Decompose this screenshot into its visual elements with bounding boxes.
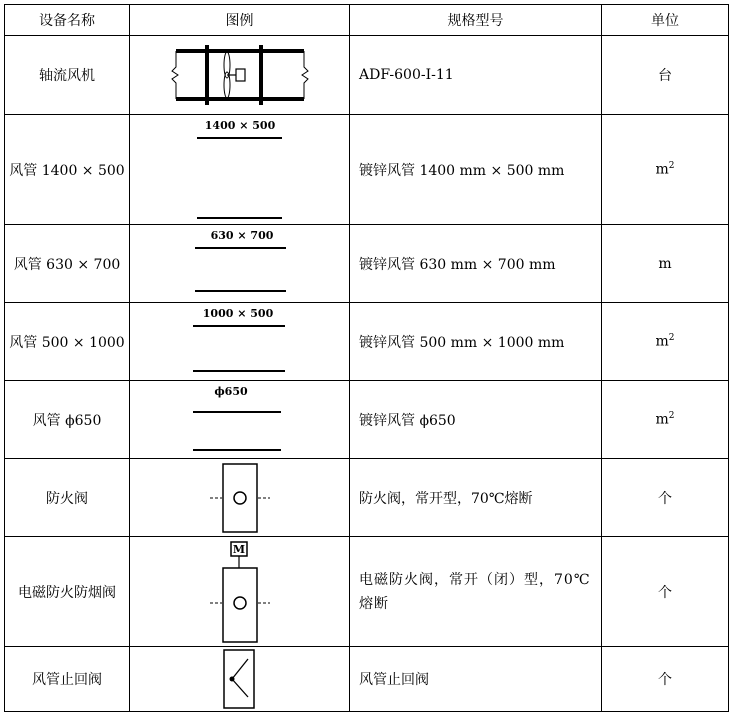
duct-size-label: 1000 × 500 <box>202 306 274 320</box>
row-name: 轴流风机 <box>5 36 130 115</box>
row-spec-text: 电磁防火阀，常开（闭）型，70℃熔断 <box>359 571 591 612</box>
row-spec: 镀锌风管 500 mm × 1000 mm <box>350 303 602 381</box>
header-unit: 单位 <box>602 5 729 36</box>
row-name: 风管 1400 × 500 <box>5 115 130 225</box>
row-unit <box>602 115 729 225</box>
table-row <box>5 537 729 647</box>
table-row <box>5 381 729 459</box>
row-legend <box>130 115 350 225</box>
row-unit: 个 <box>602 537 729 647</box>
duct-size-label: ϕ650 <box>214 384 248 398</box>
row-legend <box>130 225 350 303</box>
row-legend <box>130 36 350 115</box>
row-name: 风管止回阀 <box>5 647 130 712</box>
row-name: 电磁防火防烟阀 <box>5 537 130 647</box>
unit-text: m <box>655 161 669 178</box>
row-spec: ADF-600-I-11 <box>350 36 602 115</box>
row-unit <box>602 303 729 381</box>
fire-damper-icon <box>130 460 349 536</box>
row-unit: 个 <box>602 459 729 537</box>
row-name: 风管 630 × 700 <box>5 225 130 303</box>
row-spec: 镀锌风管 ϕ650 <box>350 381 602 459</box>
unit-text: m <box>655 333 669 350</box>
row-name: 风管 ϕ650 <box>5 381 130 459</box>
row-spec: 镀锌风管 1400 mm × 500 mm <box>350 115 602 225</box>
duct-size-label: 1400 × 500 <box>204 118 276 132</box>
rect-duct-icon <box>130 304 349 380</box>
table-row <box>5 225 729 303</box>
unit-text: m <box>658 255 672 272</box>
check-valve-icon <box>130 647 349 711</box>
table-row <box>5 36 729 115</box>
unit-sup: 2 <box>668 411 675 422</box>
header-name: 设备名称 <box>5 5 130 36</box>
row-spec <box>350 537 602 647</box>
row-name: 防火阀 <box>5 459 130 537</box>
table-row <box>5 115 729 225</box>
table-header-row <box>5 5 729 36</box>
row-legend <box>130 381 350 459</box>
row-name: 风管 500 × 1000 <box>5 303 130 381</box>
row-legend <box>130 647 350 712</box>
axial-fan-icon <box>170 43 310 107</box>
rect-duct-icon <box>130 116 349 224</box>
row-unit: 台 <box>602 36 729 115</box>
unit-sup: 2 <box>668 333 675 344</box>
round-duct-icon <box>130 382 349 458</box>
row-spec: 防火阀，常开型，70℃熔断 <box>350 459 602 537</box>
header-legend: 图例 <box>130 5 350 36</box>
row-unit <box>602 381 729 459</box>
table-row <box>5 459 729 537</box>
unit-sup: 2 <box>668 161 675 172</box>
rect-duct-icon <box>130 226 349 302</box>
row-legend <box>130 537 350 647</box>
row-unit <box>602 225 729 303</box>
motor-label: M <box>232 542 246 556</box>
header-spec: 规格型号 <box>350 5 602 36</box>
unit-text: m <box>655 411 669 428</box>
duct-size-label: 630 × 700 <box>210 228 274 242</box>
row-legend <box>130 303 350 381</box>
solenoid-damper-icon <box>130 538 349 646</box>
row-unit: 个 <box>602 647 729 712</box>
equipment-table <box>4 4 729 712</box>
table-row <box>5 647 729 712</box>
row-spec: 风管止回阀 <box>350 647 602 712</box>
table-row <box>5 303 729 381</box>
row-legend <box>130 459 350 537</box>
row-spec: 镀锌风管 630 mm × 700 mm <box>350 225 602 303</box>
